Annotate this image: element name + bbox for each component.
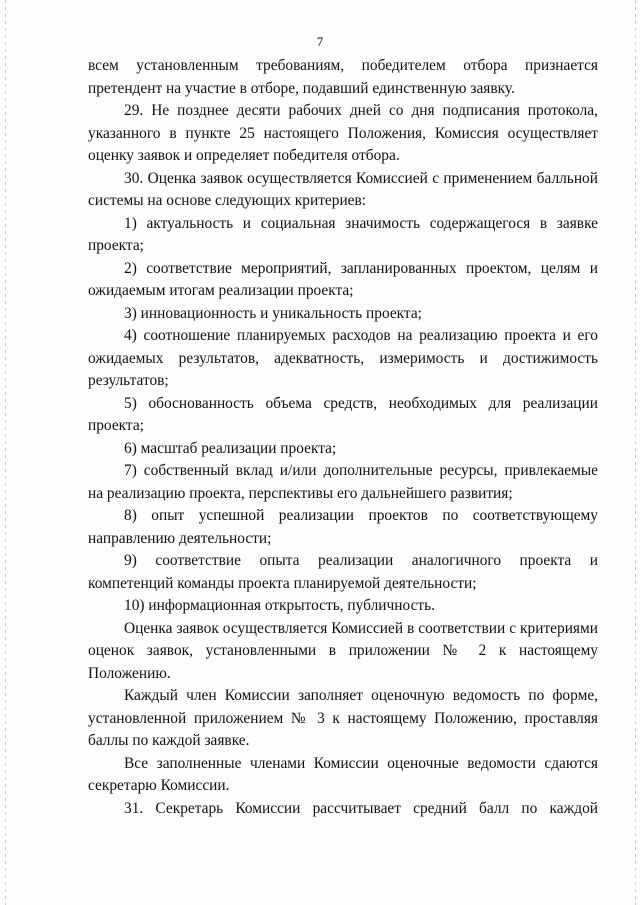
- paragraph: 9) соответствие опыта реализации аналогичного проекта и компетенций команды проекта планируемой деятельности;: [88, 552, 598, 592]
- paragraph: Каждый член Комиссии заполняет оценочную ведомость по форме, установленной приложением № 3 к настоящему Положению, проставляя баллы по каждой заявке.: [88, 687, 598, 749]
- document-body: [88, 55, 598, 820]
- paragraph: 1) актуальность и социальная значимость содержащегося в заявке проекта;: [88, 214, 598, 254]
- paragraph: 8) опыт успешной реализации проектов по соответствующему направлению деятельности;: [88, 507, 598, 547]
- paragraph: 6) масштаб реализации проекта;: [124, 439, 337, 457]
- paragraph: 2) соответствие мероприятий, запланированных проектом, целям и ожидаемым итогам реализации проекта;: [88, 259, 598, 299]
- paragraph: Все заполненные членами Комиссии оценочные ведомости сдаются секретарю Комиссии.: [88, 754, 598, 794]
- paragraph: Оценка заявок осуществляется Комиссией в соответствии с критериями оценок заявок, установленными в приложении № 2 к настоящему Положению.: [88, 619, 598, 682]
- paragraph: 29. Не позднее десяти рабочих дней со дня подписания протокола, указанного в пункте 25 настоящего Положения, Комиссия осуществляет оценку заявок и определяет победителя отбора.: [88, 102, 598, 164]
- scan-edge-left: [5, 0, 6, 905]
- paragraph: 4) соотношение планируемых расходов на реализацию проекта и его ожидаемых результатов, адекватность, измеримость и достижимость результатов;: [88, 327, 598, 389]
- paragraph: всем установленным требованиям, победителем отбора признается претендент на участие в отборе, подавший единственную заявку.: [88, 57, 598, 97]
- paragraph: 3) инновационность и уникальность проекта;: [124, 304, 422, 322]
- paragraph: 10) информационная открытость, публичность.: [124, 597, 436, 614]
- paragraph: 31. Секретарь Комиссии рассчитывает средний балл по каждой: [124, 799, 598, 817]
- paragraph: 30. Оценка заявок осуществляется Комиссией с применением балльной системы на основе следующих критериев:: [88, 169, 598, 209]
- page-number: 7: [316, 34, 324, 49]
- paragraph: 5) обоснованность объема средств, необходимых для реализации проекта;: [88, 394, 598, 434]
- scan-edge-right: [635, 0, 636, 905]
- paragraph: 7) собственный вклад и/или дополнительные ресурсы, привлекаемые на реализацию проекта, перспективы его дальнейшего развития;: [88, 462, 598, 502]
